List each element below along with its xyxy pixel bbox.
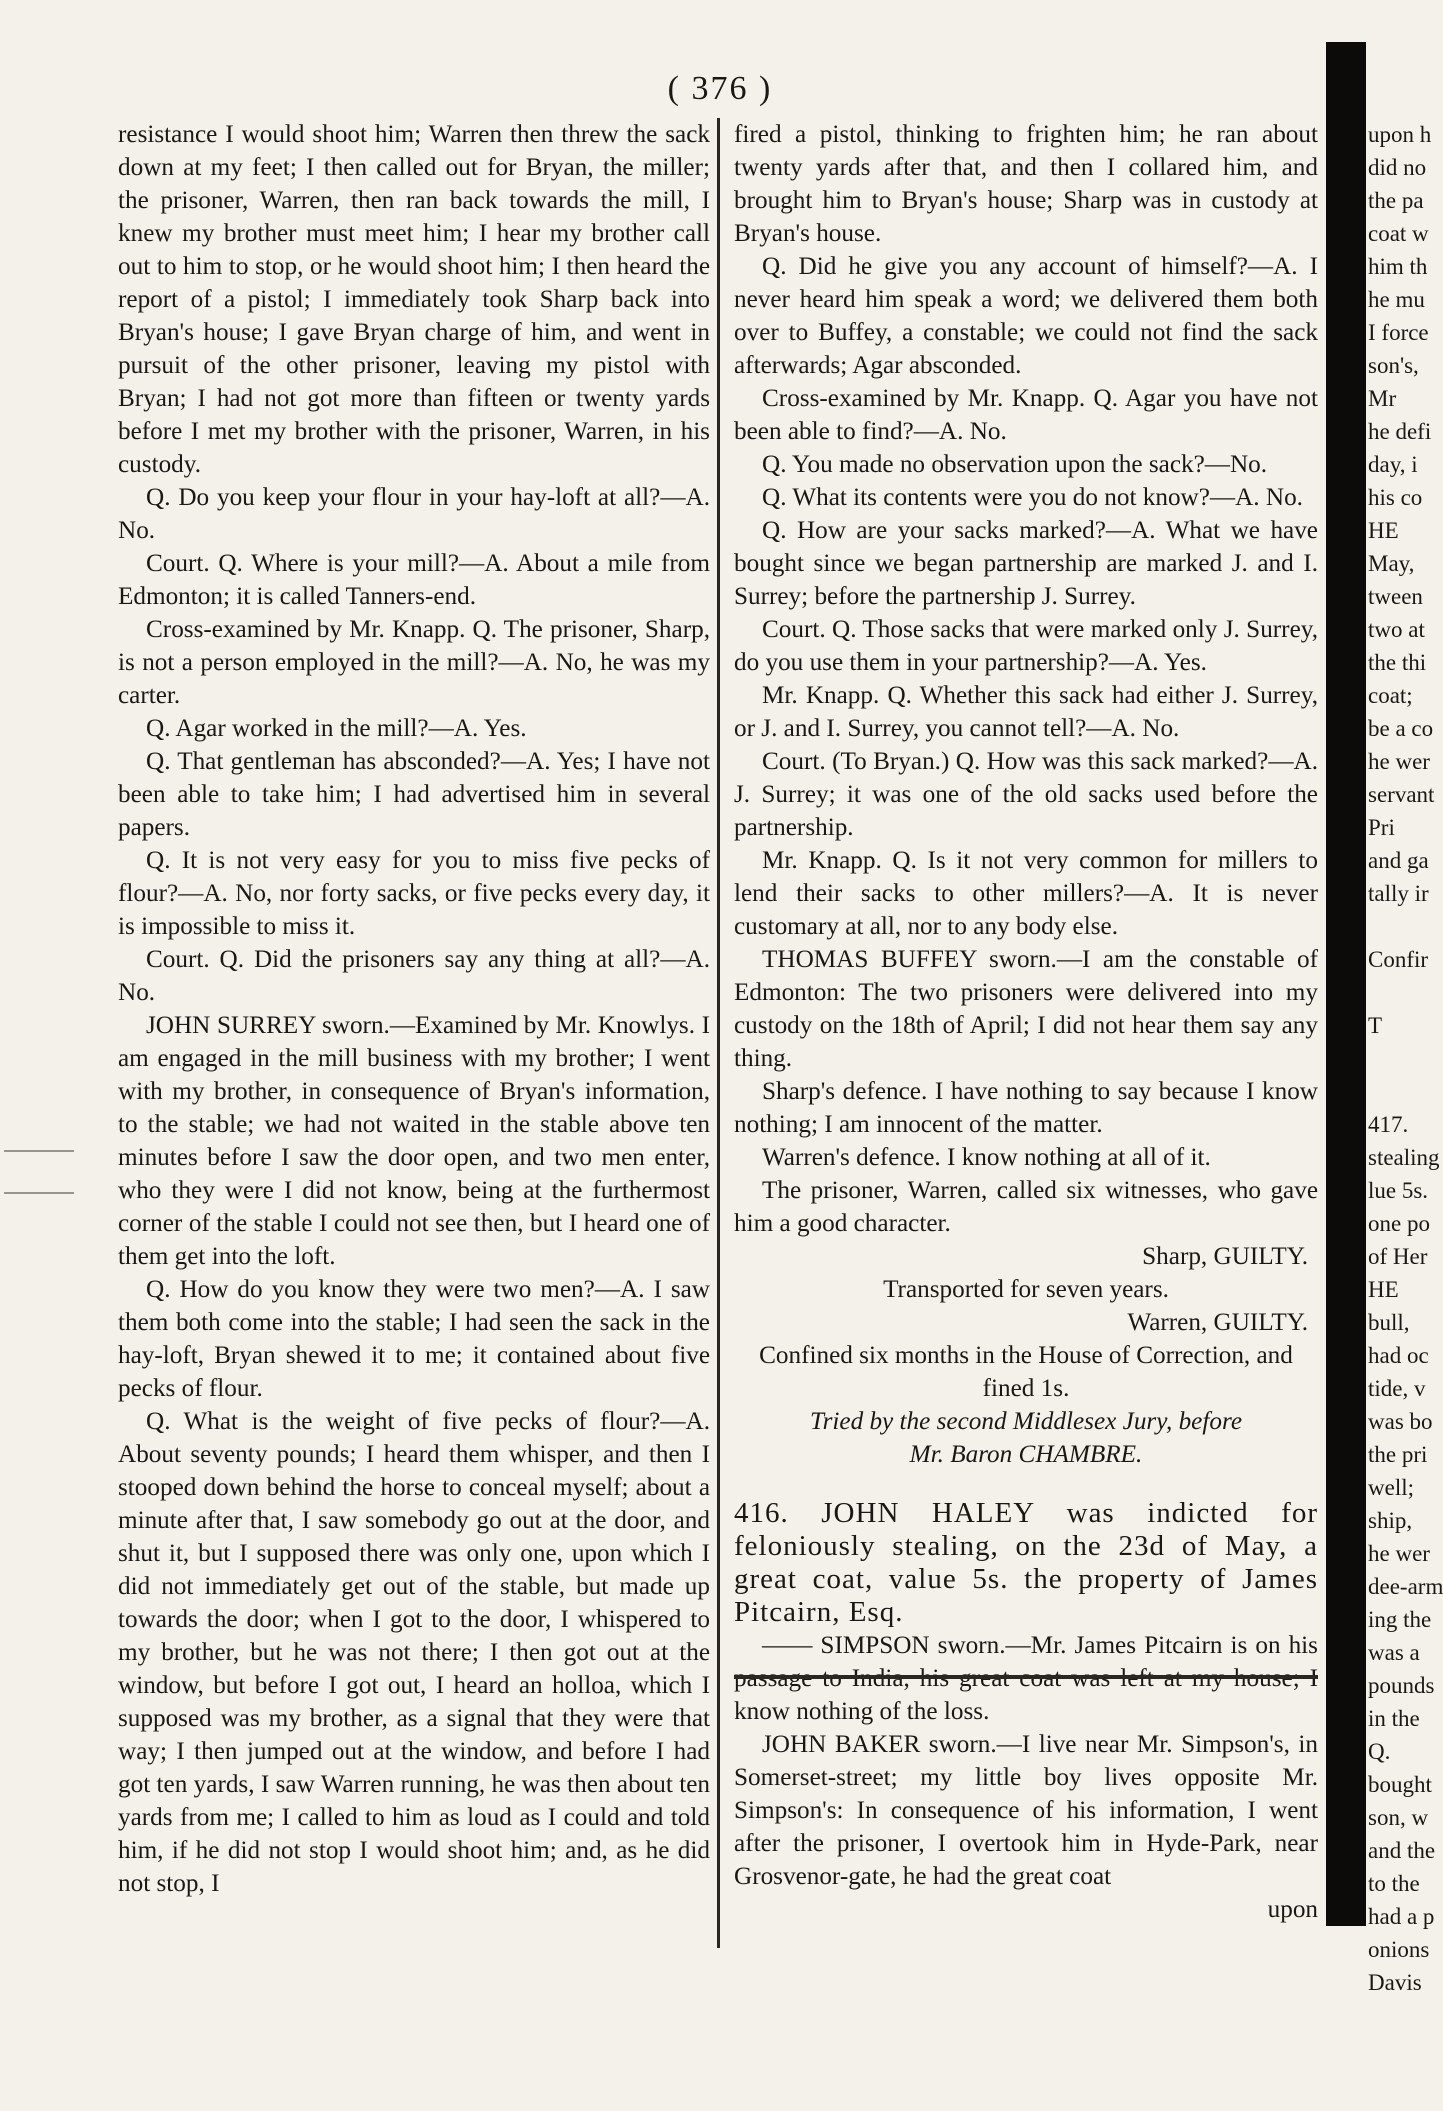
edge-line: in the	[1368, 1706, 1420, 1731]
margin-mark	[4, 1150, 74, 1152]
edge-line: dee-arm	[1368, 1574, 1443, 1599]
edge-line: and ga	[1368, 848, 1429, 873]
next-page-edge	[1368, 118, 1443, 1999]
edge-line: coat;	[1368, 683, 1413, 708]
testimony-paragraph: Q. How are your sacks marked?—A. What we have bought since we began partnership are marked J. and I. Surrey; before the partnership J. Surrey.	[734, 517, 1318, 610]
testimony-paragraph: Court. Q. Those sacks that were marked only J. Surrey, do you use them in your partnership?—A. Yes.	[734, 616, 1318, 676]
sentence-warren: Confined six months in the House of Correction, and fined 1s.	[759, 1342, 1293, 1402]
edge-line: bought	[1368, 1772, 1432, 1797]
edge-line: son, w	[1368, 1805, 1429, 1830]
testimony-paragraph: Q. Agar worked in the mill?—A. Yes.	[146, 715, 527, 742]
verdict-sharp: Sharp, GUILTY.	[1142, 1243, 1308, 1270]
page-number: ( 376 )	[667, 70, 773, 107]
testimony-paragraph: Q. You made no observation upon the sack?—No.	[762, 451, 1268, 478]
testimony-paragraph: Cross-examined by Mr. Knapp. Q. Agar you have not been able to find?—A. No.	[734, 385, 1318, 445]
edge-line: onions	[1368, 1937, 1430, 1962]
defence-paragraph: Warren's defence. I know nothing at all of it.	[762, 1144, 1211, 1171]
edge-line: Davis	[1368, 1970, 1422, 1995]
witness-paragraph: JOHN SURREY sworn.—Examined by Mr. Knowlys. I am engaged in the mill business with my brother; I went with my brother, in consequence of Bryan's information, to the stable; we had not waited in the stable above ten minutes before I saw the door open, and two men enter, who they were I did not know, being at the furthermost corner of the stable I could not see then, but I heard one of them get into the loft.	[118, 1012, 710, 1270]
edge-line: well;	[1368, 1475, 1414, 1500]
testimony-paragraph: Q. It is not very easy for you to miss five pecks of flour?—A. No, nor forty sacks, or five pecks every day, it is impossible to miss it.	[118, 847, 710, 940]
edge-line: and the	[1368, 1838, 1436, 1863]
witness-paragraph: THOMAS BUFFEY sworn.—I am the constable of Edmonton: The two prisoners were delivered into my custody on the 18th of April; I did not hear them say any thing.	[734, 946, 1318, 1072]
edge-line: one po	[1368, 1211, 1430, 1236]
edge-line: his co	[1368, 485, 1423, 510]
edge-line: ship,	[1368, 1508, 1413, 1533]
edge-line: Mr	[1368, 386, 1397, 411]
edge-line: tide, v	[1368, 1376, 1426, 1401]
testimony-paragraph: Court. Q. Where is your mill?—A. About a mile from Edmonton; it is called Tanners-end.	[118, 550, 710, 610]
edge-line: 417.	[1368, 1112, 1409, 1137]
testimony-paragraph: The prisoner, Warren, called six witnesses, who gave him a good character.	[734, 1177, 1318, 1237]
edge-line: he defi	[1368, 419, 1432, 444]
testimony-paragraph: —— SIMPSON sworn.—Mr. James Pitcairn is on his know nothing of the loss.	[734, 1632, 1318, 1725]
edge-line	[1368, 910, 1429, 943]
sentence-sharp: Transported for seven years.	[883, 1276, 1169, 1303]
edge-line: coat w	[1368, 221, 1429, 246]
left-column	[118, 118, 710, 1900]
case-heading: 416. JOHN HALEY was indicted for feloniously stealing, on the 23d of May, a great coat, value 5s. the property of James Pitcairn, Esq.	[734, 1497, 1318, 1628]
binding-shadow	[1326, 42, 1366, 1926]
margin-mark	[4, 1192, 74, 1194]
edge-line: May,	[1368, 551, 1415, 576]
testimony-paragraph: Q. What is the weight of five pecks of flour?—A. About seventy pounds; I heard them whisper, and then I stooped down behind the horse to conceal myself; about a minute after that, I saw somebody go out at the door, and shut it, but I supposed there was only one, upon which I did not immediately get out of the stable, but made up towards the door; when I got to the door, I whispered to my brother, but he was not there; I then got out at the window, but before I got out, I heard an holloa, which I supposed was my brother, as a signal that they were that way; I then jumped out at the window, and before I had got ten yards, I saw Warren running, he was then about ten yards from me; I called to him as loud as I could and told him, if he did not stop I would shoot him; and, as he did not stop, I	[118, 1408, 710, 1897]
edge-line: was a	[1368, 1640, 1420, 1665]
edge-line: of Her	[1368, 1244, 1428, 1269]
edge-line: upon h	[1368, 122, 1432, 147]
testimony-paragraph: Q. How do you know they were two men?—A. I saw them both come into the stable; I had seen the sack in the hay-loft, Bryan shewed it to me; it contained about five pecks of flour.	[118, 1276, 710, 1402]
testimony-paragraph: Mr. Knapp. Q. Whether this sack had either J. Surrey, or J. and I. Surrey, you cannot tell?—A. No.	[734, 682, 1318, 742]
edge-line: ing the	[1368, 1607, 1432, 1632]
testimony-paragraph: Q. Did he give you any account of himself?—A. I never heard him speak a word; we delivered them both over to Buffey, a constable; we could not find the sack afterwards; Agar absconded.	[734, 253, 1318, 379]
section-rule	[734, 1675, 1318, 1679]
edge-line: the pri	[1368, 1442, 1428, 1467]
edge-line: I force	[1368, 320, 1429, 345]
edge-line: to the	[1368, 1871, 1420, 1896]
edge-line: tally ir	[1368, 881, 1429, 906]
edge-line: had a p	[1368, 1904, 1435, 1929]
edge-line: son's,	[1368, 353, 1419, 378]
verdict-warren: Warren, GUILTY.	[1127, 1309, 1308, 1336]
edge-line: did no	[1368, 155, 1427, 180]
edge-line: day, i	[1368, 452, 1418, 477]
edge-line: two at	[1368, 617, 1425, 642]
edge-line: stealing	[1368, 1145, 1440, 1170]
testimony-paragraph: Q. Do you keep your flour in your hay-loft at all?—A. No.	[118, 484, 710, 544]
edge-line: T	[1368, 1013, 1383, 1038]
defence-paragraph: Sharp's defence. I have nothing to say because I know nothing; I am innocent of the matter.	[734, 1078, 1318, 1138]
testimony-paragraph: Court. (To Bryan.) Q. How was this sack marked?—A. J. Surrey; it was one of the old sacks used before the partnership.	[734, 748, 1318, 841]
testimony-paragraph: resistance I would shoot him; Warren then threw the sack down at my feet; I then called out for Bryan, the miller; the prisoner, Warren, then ran back towards the mill, I knew my brother must meet him; I hear my brother call out to him to stop, or he would shoot him; I then heard the report of a pistol; I immediately took Sharp back into Bryan's house; I gave Bryan charge of him, and went in pursuit of the other prisoner, leaving my pistol with Bryan; I had not got more than fifteen or twenty yards before I met my brother with the prisoner, Warren, in his custody.	[118, 121, 710, 478]
edge-line: him th	[1368, 254, 1428, 279]
edge-line: tween	[1368, 584, 1423, 609]
edge-line	[1368, 1075, 1429, 1108]
edge-line: he wer	[1368, 1541, 1430, 1566]
edge-line: Pri	[1368, 815, 1395, 840]
testimony-paragraph: Q. What its contents were you do not know?—A. No.	[762, 484, 1303, 511]
testimony-paragraph: Mr. Knapp. Q. Is it not very common for millers to lend their sacks to other millers?—A. It is never customary at all, nor to any body else.	[734, 847, 1318, 940]
column-rule	[717, 118, 720, 1948]
right-column	[734, 118, 1318, 1926]
edge-line: Confir	[1368, 947, 1429, 972]
edge-line: Q.	[1368, 1739, 1391, 1764]
edge-line: lue 5s.	[1368, 1178, 1429, 1203]
testimony-paragraph: Court. Q. Did the prisoners say any thing at all?—A. No.	[118, 946, 710, 1006]
edge-line: pounds	[1368, 1673, 1435, 1698]
edge-line: the pa	[1368, 188, 1424, 213]
testimony-paragraph: fired a pistol, thinking to frighten him; he ran about twenty yards after that, and then I collared him, and brought him to Bryan's house; Sharp was in custody at Bryan's house.	[734, 121, 1318, 247]
edge-line: servant	[1368, 782, 1435, 807]
edge-line: he mu	[1368, 287, 1425, 312]
edge-line: the thi	[1368, 650, 1427, 675]
edge-line: bull,	[1368, 1310, 1410, 1335]
edge-line: he wer	[1368, 749, 1430, 774]
edge-line: HE	[1368, 518, 1399, 543]
edge-line: HE	[1368, 1277, 1399, 1302]
edge-line: be a co	[1368, 716, 1434, 741]
testimony-paragraph: Q. That gentleman has absconded?—A. Yes; I have not been able to take him; I had advertised him in several papers.	[118, 748, 710, 841]
edge-line: was bo	[1368, 1409, 1433, 1434]
testimony-paragraph: Cross-examined by Mr. Knapp. Q. The prisoner, Sharp, is not a person employed in the mill?—A. No, he was my carter.	[118, 616, 710, 709]
testimony-paragraph: JOHN BAKER sworn.—I live near Mr. Simpson's, in Somerset-street; my little boy lives opposite Mr. Simpson's: In consequence of his information, I went after the prisoner, I overtook him in Hyde-Park, near Grosvenor-gate, he had the great coat	[734, 1731, 1318, 1890]
catchword: upon	[1267, 1896, 1318, 1923]
edge-line	[1368, 1042, 1429, 1075]
edge-line	[1368, 976, 1429, 1009]
edge-line: had oc	[1368, 1343, 1429, 1368]
jury-note: Tried by the second Middlesex Jury, before Mr. Baron CHAMBRE.	[809, 1408, 1243, 1468]
